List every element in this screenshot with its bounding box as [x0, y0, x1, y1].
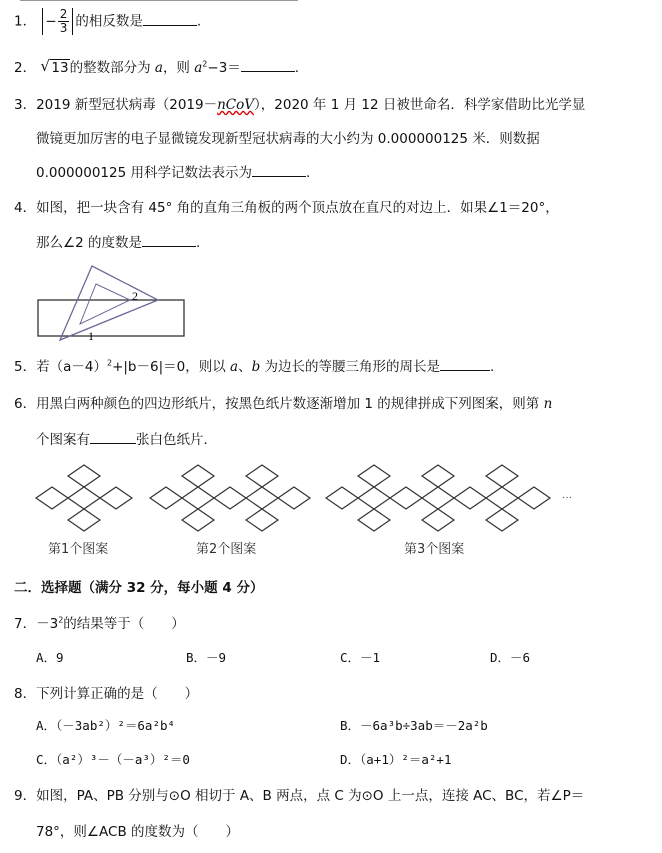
q8-option-d[interactable]: D．（a+1）²＝a²+1: [340, 752, 452, 767]
q3-number: 3．: [14, 97, 37, 113]
q7-option-c[interactable]: C．－1: [340, 650, 381, 665]
question-8: [14, 682, 198, 702]
triangle-outer: [60, 266, 158, 340]
q6-text-2a: 个图案有: [36, 432, 90, 448]
q2-text-3: −3＝: [207, 60, 241, 76]
q8-number: 8．: [14, 686, 37, 702]
question-9-line-1: [14, 784, 584, 804]
square-root: [40, 57, 69, 76]
q7-option-a[interactable]: A．9: [36, 650, 64, 665]
q7-option-d[interactable]: D．－6: [490, 650, 531, 665]
q8-text: 下列计算正确的是（ ）: [36, 686, 199, 702]
absolute-value: [42, 8, 73, 35]
var-a: a: [230, 359, 239, 375]
q3-answer-blank[interactable]: [252, 164, 306, 177]
question-9-line-2: 78°，则∠ACB 的度数为（ ）: [36, 824, 240, 840]
question-3-line-1: [14, 93, 585, 113]
question-5: [14, 355, 494, 375]
radicand: 13: [51, 60, 69, 76]
question-6-line-1: [14, 392, 552, 412]
q1-number: 1．: [14, 13, 37, 30]
q9-number: 9．: [14, 788, 37, 804]
question-7: [14, 612, 185, 632]
var-b: b: [251, 359, 261, 375]
question-4-line-2: [36, 231, 200, 251]
q5-answer-blank[interactable]: [440, 358, 490, 371]
q6-number: 6．: [14, 396, 37, 412]
q1-text: 的相反数是: [75, 13, 143, 30]
q3-text-1a: 2019 新型冠状病毒（2019－: [36, 97, 218, 113]
q4-text-1: 如图，把一块含有 45° 角的直角三角板的两个顶点放在直尺的对边上．如果∠1＝20°，: [36, 200, 559, 216]
caption-pattern-3: 第3个图案: [404, 542, 465, 557]
pattern-figure: [30, 462, 590, 540]
question-3-line-3: [36, 161, 310, 181]
ruler-shape: [38, 300, 184, 336]
var-a-squared: a: [194, 60, 203, 76]
q1-sign: −: [45, 13, 57, 30]
q3-text-3: 0.000000125 用科学记数法表示为: [36, 165, 252, 181]
q8-option-a[interactable]: A．（－3ab²）²＝6a²b⁴: [36, 718, 176, 733]
q8-option-b[interactable]: B．－6a³b÷3ab＝－2a²b: [340, 718, 488, 733]
separator: 、: [238, 359, 252, 375]
caption-pattern-1: 第1个图案: [48, 542, 109, 557]
caption-pattern-2: 第2个图案: [196, 542, 257, 557]
triangle-inner: [80, 284, 130, 324]
q5-period: .: [490, 359, 495, 375]
question-3-line-2: 微镜更加厉害的电子显微镜发现新型冠状病毒的大小约为 0.000000125 米．则数据: [36, 131, 540, 147]
q2-period: .: [294, 60, 300, 76]
q7-text-b: 的结果等于（ ）: [63, 616, 185, 632]
q7-text-a: －3: [36, 616, 59, 632]
ncov-term: nCoV: [217, 97, 255, 113]
header-rule: [20, 0, 298, 1]
q8-option-c[interactable]: C．（a²）³－（－a³）²＝0: [36, 752, 190, 767]
q5-text-2: +|b－6|＝0，则以: [112, 359, 231, 375]
q1-period: .: [196, 13, 202, 30]
question-6-line-2: [36, 428, 217, 448]
q4-period: .: [195, 235, 201, 251]
fraction: [58, 8, 70, 35]
q9-text-1: 如图，PA、PB 分别与⊙O 相切于 A、B 两点，点 C 为⊙O 上一点，连接 AC、BC，若∠P＝: [36, 788, 585, 804]
q3-text-1b: ），2020 年 1 月 12 日被世命名．科学家借助比光学显: [254, 97, 586, 113]
q7-option-b[interactable]: B．－9: [186, 650, 227, 665]
q2-number: 2．: [14, 60, 37, 76]
var-n: n: [543, 396, 553, 412]
q4-text-2: 那么∠2 的度数是: [36, 235, 142, 251]
q7-number: 7．: [14, 616, 37, 632]
q6-text-1: 用黑白两种颜色的四边形纸片，按黑色纸片数逐渐增加 1 的规律拼成下列图案，则第: [36, 396, 544, 412]
pattern-2: [150, 465, 310, 531]
radical-icon: √: [40, 57, 50, 75]
q5-exponent: 2: [106, 358, 113, 368]
ruler-triangle-figure: [30, 262, 195, 344]
q4-number: 4．: [14, 200, 37, 216]
q5-text-1: 若（a－4）: [36, 359, 107, 375]
question-2: [14, 56, 299, 76]
var-a: a: [154, 60, 163, 76]
q2-answer-blank[interactable]: [241, 59, 295, 72]
fraction-denominator: 3: [59, 21, 68, 35]
q1-answer-blank[interactable]: [143, 13, 197, 26]
angle-1-label: 1: [88, 329, 94, 343]
ellipsis: ···: [562, 492, 572, 503]
q6-text-2b: 张白色纸片．: [136, 432, 217, 448]
q3-period: .: [305, 165, 311, 181]
pattern-3: [326, 465, 550, 531]
q6-answer-blank[interactable]: [90, 431, 136, 444]
q5-number: 5．: [14, 359, 37, 375]
question-1: [14, 8, 201, 35]
fraction-numerator: 2: [59, 7, 68, 21]
q4-answer-blank[interactable]: [142, 234, 196, 247]
angle-2-label: 2: [132, 289, 138, 303]
q2-text-1: 的整数部分为: [69, 60, 155, 76]
exponent: 2: [202, 59, 208, 69]
question-4-line-1: [14, 196, 559, 216]
section-heading: 二．选择题（满分 32 分，每小题 4 分）: [14, 580, 264, 596]
q5-text-3: 为边长的等腰三角形的周长是: [260, 359, 441, 375]
pattern-1: [36, 465, 132, 531]
q2-text-2: ，则: [162, 60, 195, 76]
q7-exponent: 2: [58, 615, 64, 625]
